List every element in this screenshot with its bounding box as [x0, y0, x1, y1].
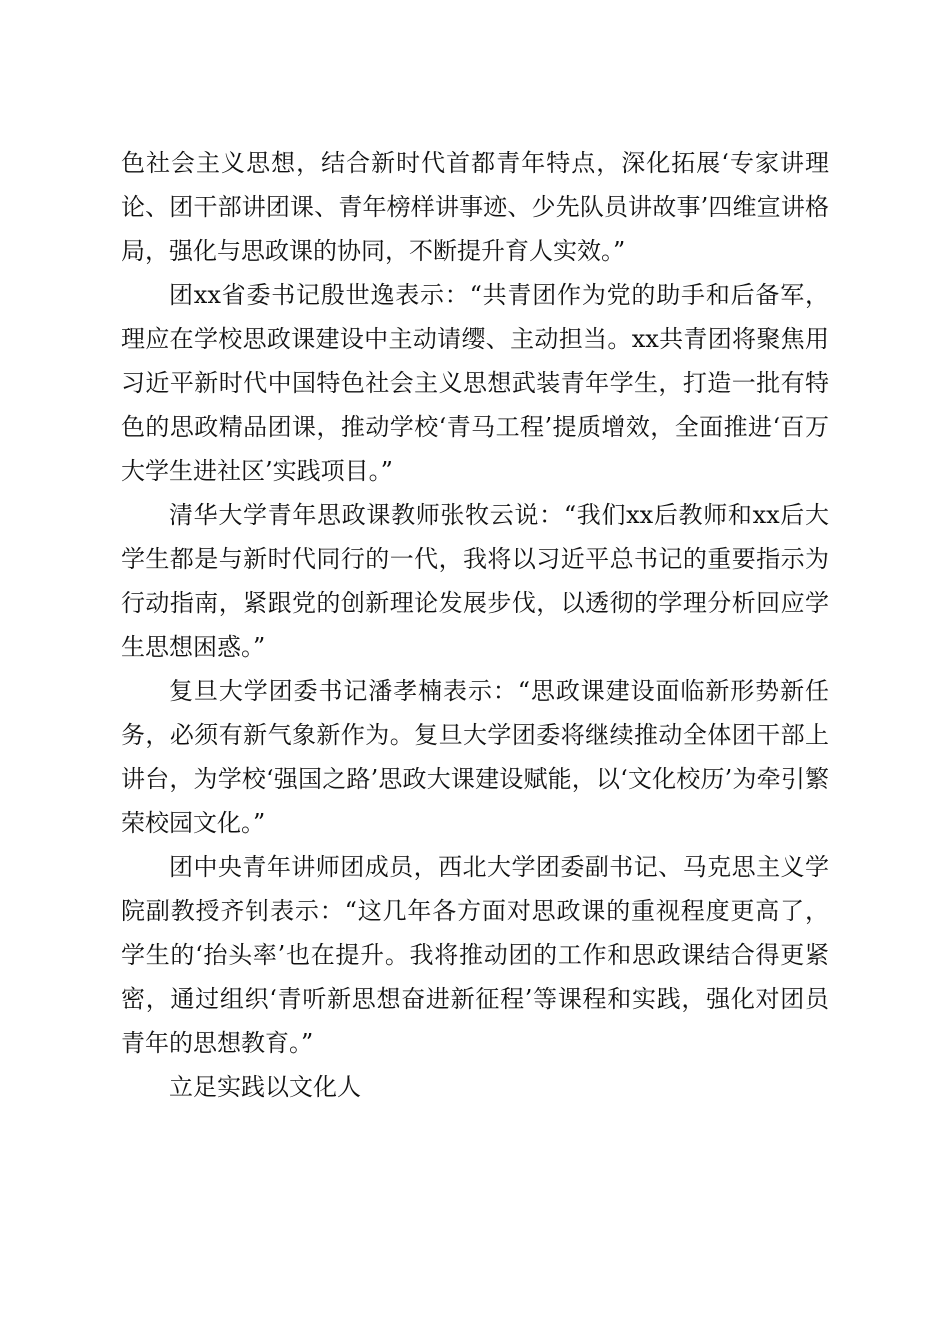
paragraph-quote-zhang: 清华大学青年思政课教师张牧云说：“我们xx后教师和xx后大学生都是与新时代同行的一代，我将以习近平总书记的重要指示为行动指南，紧跟党的创新理论发展步伐，以透彻的学理分析回应学生思想困惑。” — [121, 501, 829, 661]
paragraph-continuation: 色社会主义思想，结合新时代首都青年特点，深化拓展‘专家讲理论、团干部讲团课、青年榜样讲事迹、少先队员讲故事’四维宣讲格局，强化与思政课的协同，不断提升育人实效。” — [121, 149, 829, 265]
paragraph-quote-yin: 团xx省委书记殷世逸表示：“共青团作为党的助手和后备军，理应在学校思政课建设中主动请缨、主动担当。xx共青团将聚焦用习近平新时代中国特色社会主义思想武装青年学生，打造一批有特色的思政精品团课，推动学校‘青马工程’提质增效，全面推进‘百万大学生进社区’实践项目。” — [121, 281, 829, 485]
document-body — [121, 141, 829, 1109]
section-heading: 立足实践以文化人 — [169, 1073, 361, 1101]
paragraph-quote-pan: 复旦大学团委书记潘孝楠表示：“思政课建设面临新形势新任务，必须有新气象新作为。复旦大学团委将继续推动全体团干部上讲台，为学校‘强国之路’思政大课建设赋能，以‘文化校历’为牵引繁荣校园文化。” — [121, 677, 829, 837]
paragraph-quote-qi: 团中央青年讲师团成员，西北大学团委副书记、马克思主义学院副教授齐钊表示：“这几年各方面对思政课的重视程度更高了，学生的‘抬头率’也在提升。我将推动团的工作和思政课结合得更紧密，通过组织‘青听新思想奋进新征程’等课程和实践，强化对团员青年的思想教育。” — [121, 853, 829, 1057]
